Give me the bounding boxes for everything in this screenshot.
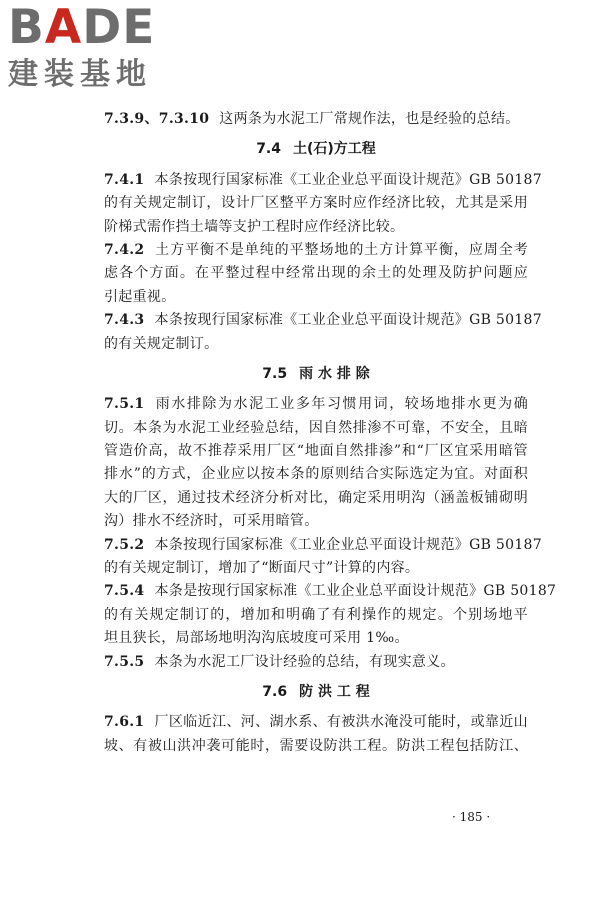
page-number: · 185 · <box>452 810 491 824</box>
clause-7-3-9: 7.3.9、7.3.10 这两条为水泥工厂常规作法，也是经验的总结。 <box>104 111 520 127</box>
clause-7-4-2: 7.4.2 土方平衡不是单纯的平整场地的土方计算平衡，应周全考 虑各个方面。在平整过程中经常出现的余土的处理及防护问题应 引起重视。 <box>104 241 528 305</box>
clause-number: 7.5.5 <box>104 653 145 670</box>
clause-7-5-4: 7.5.4 本条是按现行国家标准《工业企业总平面设计规范》GB 50187 的有关规定制订的，增加和明确了有利操作的规定。个别场地平 坦且狭长，局部场地明沟沟底坡度可采用 1‰。 <box>104 583 557 647</box>
clause-7-4-1: 7.4.1 本条按现行国家标准《工业企业总平面设计规范》GB 50187 的有关规定制订，设计厂区整平方案时应作经济比较，尤其是采用 阶梯式需作挡土墙等支护工程时应作经济比较。 <box>104 171 542 235</box>
clause-number: 7.4.1 <box>104 171 145 188</box>
section-heading-7-5: 7.5 雨 水 排 除 <box>262 365 370 382</box>
clause-number: 7.3.9、7.3.10 <box>104 111 210 127</box>
clause-number: 7.6.1 <box>104 714 145 731</box>
section-heading-7-4: 7.4 土(石)方工程 <box>256 141 376 158</box>
bade-logo <box>8 0 183 96</box>
clause-number: 7.5.2 <box>104 536 145 553</box>
logo-a-letter: A <box>44 0 83 55</box>
clause-number: 7.5.4 <box>104 583 145 600</box>
clause-7-6-1: 7.6.1 厂区临近江、河、湖水系、有被洪水淹没可能时，或靠近山 坡、有被山洪冲袭可能时，需要设防洪工程。防洪工程包括防江、 <box>104 714 528 754</box>
logo-subtitle: 建装基地 <box>8 57 152 92</box>
clause-number: 7.5.1 <box>104 396 145 413</box>
clause-7-4-3: 7.4.3 本条按现行国家标准《工业企业总平面设计规范》GB 50187 的有关规定制订。 <box>104 312 542 352</box>
clause-7-5-5: 7.5.5 本条为水泥工厂设计经验的总结，有现实意义。 <box>104 653 455 670</box>
document-body <box>104 108 557 758</box>
clause-7-5-1: 7.5.1 雨水排除为水泥工业多年习惯用词，较场地排水更为确 切。本条为水泥工业经验总结，因自然排渗不可靠，不安全，且暗 管造价高，故不推荐采用厂区“地面自然排渗”和“厂区宜采用暗管 排水”的方式，企业应以按本条的原则结合实际选定为宜。对面积 大的厂区，通过技术经济分析对比，确定采用明沟（涵盖板铺砌明 沟）排水不经济时，可采用暗管。 <box>104 396 528 530</box>
clause-number: 7.4.2 <box>104 241 145 258</box>
section-heading-7-6: 7.6 防 洪 工 程 <box>262 683 370 700</box>
clause-7-5-2: 7.5.2 本条按现行国家标准《工业企业总平面设计规范》GB 50187 的有关规定制订，增加了“断面尺寸”计算的内容。 <box>104 536 542 577</box>
clause-number: 7.4.3 <box>104 312 145 329</box>
logo-wordmark: BADE <box>8 0 156 55</box>
